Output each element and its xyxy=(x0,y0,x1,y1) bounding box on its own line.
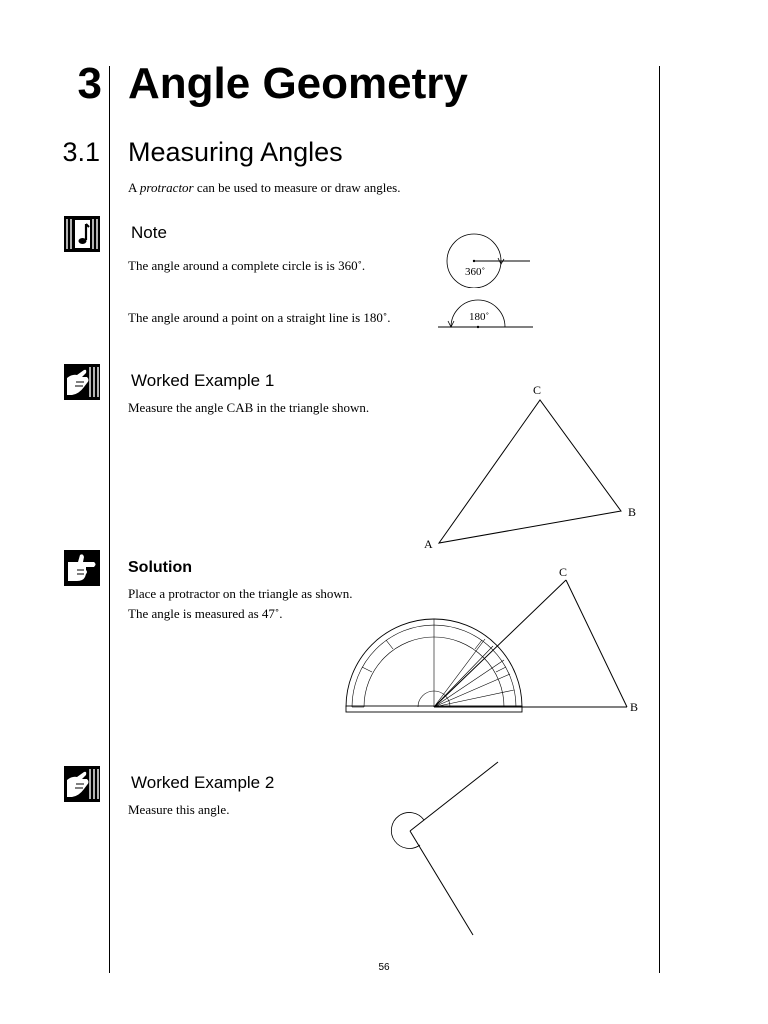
music-note-icon xyxy=(64,216,100,252)
full-circle-diagram xyxy=(440,228,540,288)
note-heading: Note xyxy=(131,223,167,242)
solution-heading: Solution xyxy=(128,559,192,576)
solution-vertex-c-label: C xyxy=(559,565,568,579)
section-number: 3.1 xyxy=(62,137,100,167)
intro-suffix: can be used to measure or draw angles. xyxy=(193,180,401,195)
example1-text: Measure the angle CAB in the triangle shown. xyxy=(128,400,370,415)
left-margin-rule xyxy=(109,66,110,973)
vertex-c-label: C xyxy=(533,383,542,397)
pointing-hand-icon xyxy=(64,550,100,586)
straight-line-label: 180˚ xyxy=(469,311,490,323)
example2-text: Measure this angle. xyxy=(128,802,230,817)
intro-text xyxy=(128,180,400,196)
example2-heading: Worked Example 2 xyxy=(131,773,275,792)
reflex-angle-diagram xyxy=(380,755,510,940)
intro-term: protractor xyxy=(139,180,194,195)
example1-heading: Worked Example 1 xyxy=(131,371,275,390)
note-line-1: The angle around a complete circle is is 360˚. xyxy=(128,258,366,273)
full-circle-label: 360˚ xyxy=(465,266,486,278)
writing-hand-icon xyxy=(64,364,100,400)
straight-line-diagram xyxy=(436,296,536,332)
solution-vertex-b-label: B xyxy=(630,700,639,714)
page-number: 56 xyxy=(378,962,390,973)
vertex-b-label: B xyxy=(628,505,637,519)
triangle-abc-diagram xyxy=(420,380,650,555)
section-title: Measuring Angles xyxy=(128,137,343,167)
solution-line-1: Place a protractor on the triangle as shown. xyxy=(128,586,353,601)
intro-prefix: A xyxy=(128,180,140,195)
note-line-2: The angle around a point on a straight line is 180˚. xyxy=(128,310,391,325)
vertex-a-label: A xyxy=(424,537,433,551)
protractor-diagram xyxy=(340,560,650,720)
right-margin-rule xyxy=(659,66,660,973)
writing-hand-icon xyxy=(64,766,100,802)
chapter-number: 3 xyxy=(77,59,102,108)
chapter-title: Angle Geometry xyxy=(128,59,468,108)
solution-line-2: The angle is measured as 47˚. xyxy=(128,606,283,621)
